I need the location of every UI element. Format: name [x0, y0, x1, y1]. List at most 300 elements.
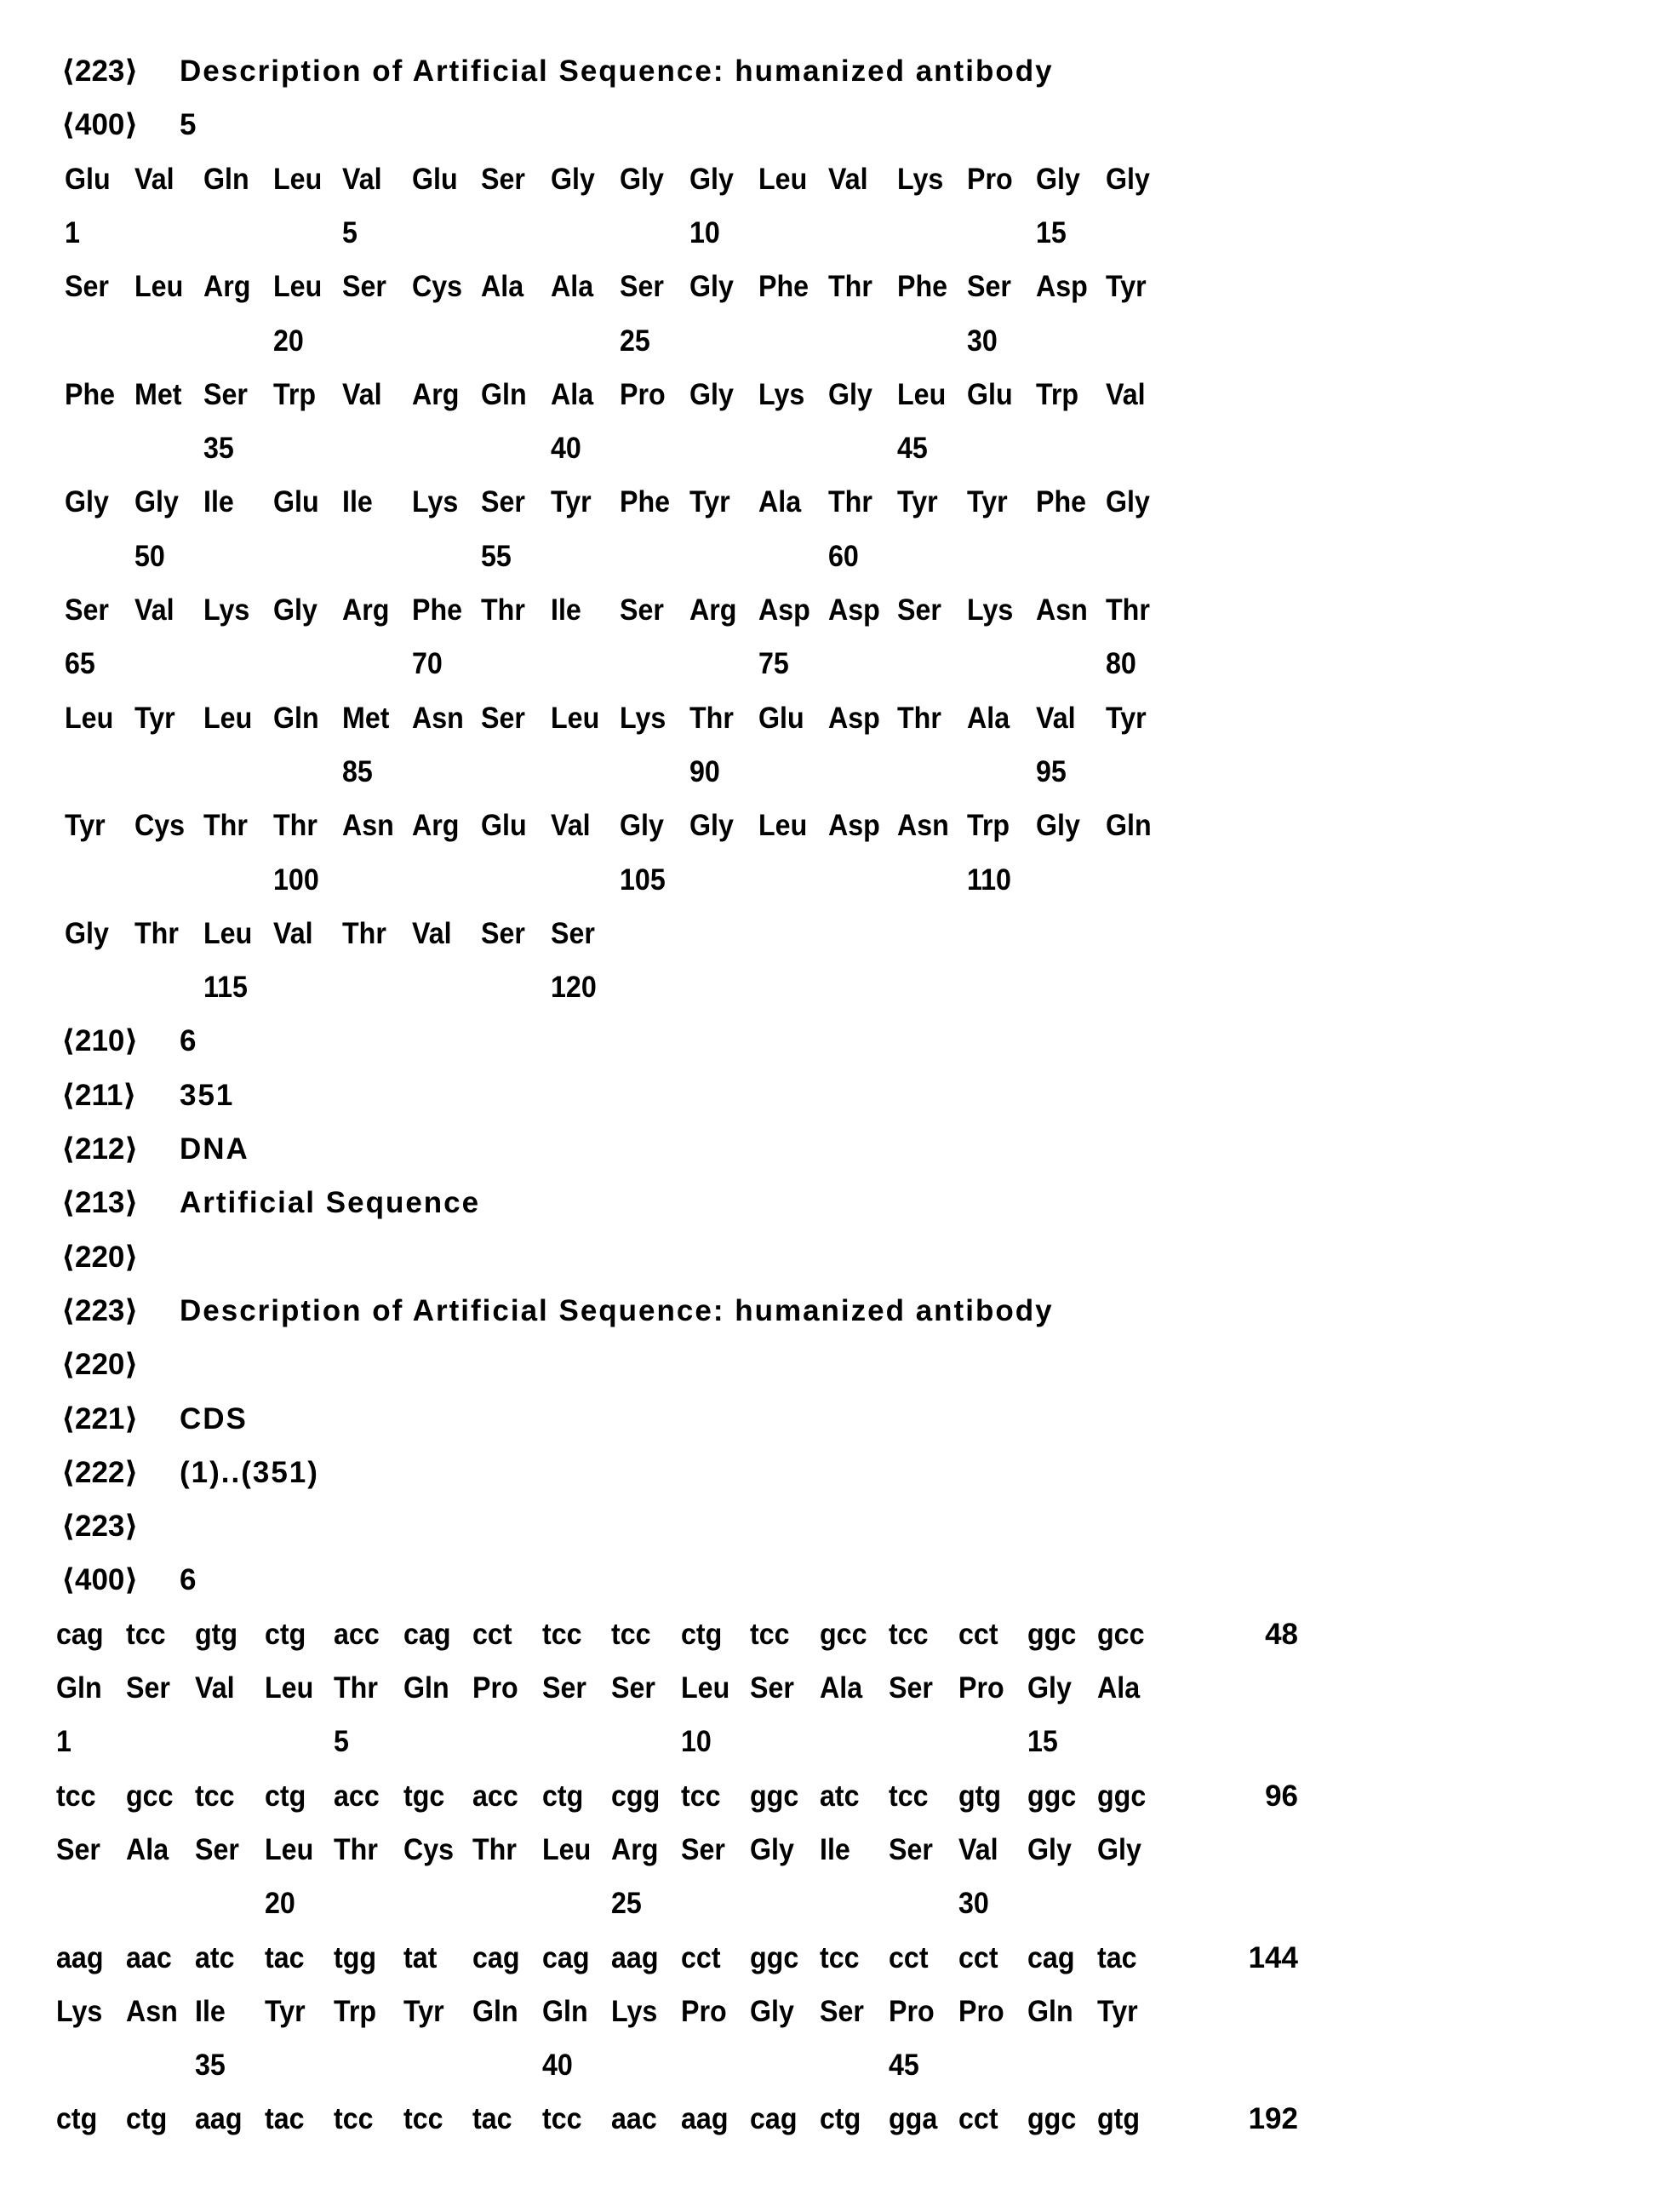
sequence-token: Glu — [481, 799, 527, 852]
sequence-token: ggc — [1027, 1769, 1076, 1823]
sequence-token: Val — [273, 907, 313, 960]
field-line — [0, 1230, 1659, 1284]
field-line — [0, 1446, 1659, 1499]
sequence-token: Ile — [820, 1823, 850, 1877]
sequence-token: Gly — [1036, 799, 1080, 852]
sequence-token: Tyr — [551, 475, 592, 529]
residue-number: 95 — [1036, 745, 1067, 799]
sequence-token: Asp — [828, 691, 880, 745]
sequence-token: Leu — [265, 1661, 313, 1715]
sequence-token: Ser — [967, 260, 1011, 313]
sequence-token: Gly — [689, 260, 734, 313]
sequence-token: Thr — [689, 691, 734, 745]
sequence-line — [0, 583, 1659, 637]
sequence-token: ctg — [820, 2092, 861, 2146]
sequence-token: Gly — [1027, 1823, 1072, 1877]
sequence-token: gtg — [1097, 2092, 1140, 2146]
sequence-token: Phe — [412, 583, 462, 637]
sequence-token: aag — [195, 2092, 242, 2146]
sequence-token: Tyr — [1106, 260, 1147, 313]
field-line — [0, 1392, 1659, 1446]
sequence-token: cag — [1027, 1931, 1074, 1985]
sequence-token: Trp — [967, 799, 1010, 852]
residue-number: 60 — [828, 530, 859, 583]
sequence-token: Ala — [1097, 1661, 1140, 1715]
sequence-token: tcc — [195, 1769, 235, 1823]
sequence-token: Tyr — [65, 799, 106, 852]
residue-number: 1 — [56, 1715, 72, 1768]
sequence-token: Thr — [481, 583, 525, 637]
sequence-token: Asn — [126, 1985, 178, 2038]
sequence-line — [0, 368, 1659, 421]
sequence-token: Tyr — [897, 475, 938, 529]
sequence-token: Ser — [897, 583, 941, 637]
sequence-token: tcc — [681, 1769, 721, 1823]
nucleotide-count: 144 — [1196, 1931, 1298, 1985]
sequence-token: Val — [412, 907, 452, 960]
sequence-token: Leu — [551, 691, 599, 745]
residue-number: 45 — [897, 421, 928, 475]
sequence-token: cct — [681, 1931, 721, 1985]
sequence-token: Ile — [551, 583, 581, 637]
sequence-token: Gly — [551, 152, 595, 206]
sequence-line — [0, 1769, 1659, 1823]
sequence-token: ggc — [750, 1769, 798, 1823]
sequence-token: Phe — [1036, 475, 1086, 529]
residue-number: 5 — [342, 206, 358, 260]
sequence-line — [0, 260, 1659, 313]
residue-number: 75 — [758, 637, 789, 691]
sequence-token: Pro — [472, 1661, 518, 1715]
sequence-token: Lys — [758, 368, 804, 421]
sequence-token: tcc — [334, 2092, 374, 2146]
field-tag: ⟨400⟩ — [61, 1553, 138, 1607]
sequence-token: Ser — [620, 583, 664, 637]
sequence-token: Leu — [65, 691, 113, 745]
sequence-token: Thr — [472, 1823, 517, 1877]
sequence-token: Pro — [958, 1661, 1004, 1715]
sequence-line — [0, 1877, 1659, 1930]
sequence-token: atc — [820, 1769, 860, 1823]
sequence-token: Ile — [203, 475, 234, 529]
field-line — [0, 1176, 1659, 1229]
sequence-token: Phe — [758, 260, 809, 313]
sequence-line — [0, 2092, 1659, 2146]
nucleotide-count: 48 — [1196, 1607, 1298, 1661]
sequence-token: Gly — [1106, 152, 1150, 206]
sequence-token: Gly — [689, 152, 734, 206]
sequence-token: Cys — [412, 260, 462, 313]
sequence-token: Ser — [611, 1661, 655, 1715]
sequence-token: Ser — [481, 907, 525, 960]
sequence-token: Ser — [750, 1661, 794, 1715]
sequence-token: aag — [611, 1931, 658, 1985]
residue-number: 20 — [273, 314, 304, 368]
sequence-token: Gly — [273, 583, 317, 637]
sequence-token: Asn — [1036, 583, 1088, 637]
sequence-token: cgg — [611, 1769, 660, 1823]
sequence-token: Asp — [758, 583, 810, 637]
field-tag: ⟨223⟩ — [61, 44, 138, 98]
sequence-token: aac — [611, 2092, 657, 2146]
sequence-token: Thr — [828, 260, 872, 313]
sequence-token: Ala — [758, 475, 801, 529]
sequence-line — [0, 1661, 1659, 1715]
field-line — [0, 1553, 1659, 1607]
sequence-token: ctg — [56, 2092, 97, 2146]
sequence-line — [0, 637, 1659, 691]
sequence-token: Gln — [1027, 1985, 1073, 2038]
residue-number: 120 — [551, 960, 597, 1014]
sequence-token: Ser — [126, 1661, 170, 1715]
sequence-line — [0, 1823, 1659, 1877]
residue-number: 1 — [65, 206, 80, 260]
sequence-token: Gly — [620, 152, 664, 206]
sequence-token: Val — [134, 152, 174, 206]
sequence-token: cag — [472, 1931, 519, 1985]
sequence-token: Asp — [828, 583, 880, 637]
sequence-token: tcc — [820, 1931, 860, 1985]
sequence-token: Pro — [620, 368, 666, 421]
residue-number: 110 — [967, 853, 1011, 907]
sequence-token: tcc — [889, 1769, 929, 1823]
sequence-token: ctg — [126, 2092, 167, 2146]
sequence-token: Tyr — [134, 691, 175, 745]
residue-number: 45 — [889, 2038, 919, 2092]
residue-number: 115 — [203, 960, 248, 1014]
field-tag: ⟨400⟩ — [61, 98, 138, 152]
field-value: Artificial Sequence — [180, 1176, 480, 1229]
sequence-token: Arg — [689, 583, 736, 637]
sequence-token: acc — [334, 1769, 380, 1823]
sequence-token: gcc — [1097, 1607, 1144, 1661]
sequence-token: cag — [750, 2092, 797, 2146]
sequence-token: cag — [403, 1607, 450, 1661]
sequence-token: Val — [828, 152, 868, 206]
sequence-token: gcc — [820, 1607, 867, 1661]
sequence-token: gga — [889, 2092, 937, 2146]
sequence-token: tgc — [403, 1769, 444, 1823]
sequence-token: Gly — [689, 368, 734, 421]
sequence-token: Thr — [203, 799, 248, 852]
sequence-token: Gln — [203, 152, 249, 206]
sequence-token: Ser — [342, 260, 386, 313]
residue-number: 40 — [551, 421, 581, 475]
residue-number: 25 — [620, 314, 650, 368]
sequence-token: Ser — [56, 1823, 100, 1877]
residue-number: 65 — [65, 637, 95, 691]
sequence-token: Ser — [481, 152, 525, 206]
sequence-token: cct — [472, 1607, 512, 1661]
sequence-token: Met — [134, 368, 181, 421]
sequence-token: Leu — [203, 691, 252, 745]
sequence-line — [0, 314, 1659, 368]
sequence-token: Tyr — [1106, 691, 1147, 745]
sequence-token: Thr — [273, 799, 317, 852]
sequence-line — [0, 907, 1659, 960]
sequence-token: Lys — [56, 1985, 102, 2038]
residue-number: 50 — [134, 530, 165, 583]
sequence-token: tac — [265, 1931, 305, 1985]
sequence-token: Glu — [967, 368, 1013, 421]
sequence-token: Asp — [1036, 260, 1088, 313]
sequence-token: Pro — [681, 1985, 727, 2038]
sequence-token: Glu — [758, 691, 804, 745]
sequence-token: Glu — [273, 475, 319, 529]
sequence-token: aac — [126, 1931, 172, 1985]
sequence-token: Ser — [620, 260, 664, 313]
sequence-token: ctg — [265, 1769, 306, 1823]
residue-number: 105 — [620, 853, 666, 907]
sequence-token: Thr — [828, 475, 872, 529]
sequence-token: Pro — [967, 152, 1013, 206]
sequence-token: Gly — [1097, 1823, 1141, 1877]
sequence-token: Leu — [273, 152, 322, 206]
sequence-token: Val — [134, 583, 174, 637]
sequence-token: Gly — [1106, 475, 1150, 529]
sequence-line — [0, 1985, 1659, 2038]
sequence-token: ggc — [1097, 1769, 1146, 1823]
residue-number: 30 — [958, 1877, 989, 1930]
sequence-token: Gln — [472, 1985, 518, 2038]
sequence-token: Trp — [334, 1985, 376, 2038]
sequence-token: Arg — [611, 1823, 658, 1877]
sequence-token: Lys — [620, 691, 666, 745]
sequence-token: Ala — [551, 260, 593, 313]
sequence-token: tat — [403, 1931, 437, 1985]
sequence-token: Ser — [481, 475, 525, 529]
sequence-token: tcc — [56, 1769, 96, 1823]
sequence-token: Lys — [967, 583, 1013, 637]
residue-number: 70 — [412, 637, 443, 691]
residue-number: 100 — [273, 853, 319, 907]
sequence-token: cag — [542, 1931, 589, 1985]
sequence-token: Tyr — [403, 1985, 444, 2038]
sequence-token: tcc — [403, 2092, 443, 2146]
field-value: 6 — [180, 1014, 197, 1068]
sequence-token: ggc — [1027, 2092, 1076, 2146]
sequence-token: Ile — [195, 1985, 226, 2038]
sequence-token: Val — [195, 1661, 235, 1715]
sequence-token: Val — [1036, 691, 1076, 745]
field-line — [0, 44, 1659, 98]
sequence-token: tcc — [750, 1607, 790, 1661]
field-tag: ⟨221⟩ — [61, 1392, 138, 1446]
sequence-line — [0, 1931, 1659, 1985]
residue-number: 40 — [542, 2038, 573, 2092]
sequence-line — [0, 206, 1659, 260]
sequence-token: Gly — [1027, 1661, 1072, 1715]
residue-number: 80 — [1106, 637, 1136, 691]
nucleotide-count: 192 — [1196, 2092, 1298, 2146]
sequence-token: Glu — [65, 152, 111, 206]
sequence-token: Ala — [820, 1661, 862, 1715]
sequence-token: Ser — [889, 1823, 933, 1877]
sequence-token: ggc — [1027, 1607, 1076, 1661]
field-value: 351 — [180, 1069, 234, 1122]
sequence-token: tcc — [611, 1607, 651, 1661]
sequence-token: Lys — [412, 475, 458, 529]
sequence-token: Glu — [412, 152, 458, 206]
sequence-token: Ser — [551, 907, 595, 960]
field-line — [0, 1122, 1659, 1176]
sequence-token: Arg — [412, 799, 459, 852]
sequence-token: Ser — [65, 260, 109, 313]
sequence-token: Cys — [134, 799, 185, 852]
sequence-token: tac — [1097, 1931, 1137, 1985]
field-line — [0, 1069, 1659, 1122]
sequence-token: aag — [56, 1931, 103, 1985]
sequence-token: Tyr — [967, 475, 1008, 529]
sequence-line — [0, 475, 1659, 529]
sequence-token: Ala — [126, 1823, 169, 1877]
sequence-token: cct — [958, 1931, 998, 1985]
field-value: CDS — [180, 1392, 248, 1446]
sequence-token: Thr — [897, 691, 941, 745]
residue-number: 20 — [265, 1877, 295, 1930]
sequence-token: Leu — [758, 152, 807, 206]
sequence-token: tcc — [126, 1607, 166, 1661]
sequence-token: Val — [342, 368, 382, 421]
sequence-token: Gly — [750, 1823, 794, 1877]
sequence-token: Tyr — [689, 475, 730, 529]
field-tag: ⟨223⟩ — [61, 1284, 138, 1338]
sequence-token: Thr — [342, 907, 386, 960]
field-line — [0, 1499, 1659, 1553]
residue-number: 90 — [689, 745, 720, 799]
residue-number: 35 — [195, 2038, 226, 2092]
sequence-token: acc — [472, 1769, 518, 1823]
sequence-token: Leu — [134, 260, 183, 313]
sequence-token: Gln — [542, 1985, 588, 2038]
field-value: Description of Artificial Sequence: humanized antibody — [180, 1284, 1054, 1338]
field-tag: ⟨220⟩ — [61, 1338, 138, 1391]
sequence-token: Thr — [334, 1823, 378, 1877]
sequence-token: Val — [1106, 368, 1146, 421]
sequence-line — [0, 1715, 1659, 1768]
sequence-token: aag — [681, 2092, 728, 2146]
sequence-token: Ser — [820, 1985, 864, 2038]
sequence-token: Ser — [681, 1823, 725, 1877]
residue-number: 85 — [342, 745, 373, 799]
sequence-line — [0, 691, 1659, 745]
sequence-token: Arg — [342, 583, 389, 637]
residue-number: 35 — [203, 421, 234, 475]
residue-number: 25 — [611, 1877, 642, 1930]
sequence-token: Gln — [403, 1661, 449, 1715]
sequence-token: Gln — [273, 691, 319, 745]
sequence-token: tac — [265, 2092, 305, 2146]
sequence-token: Gly — [65, 907, 109, 960]
residue-number: 10 — [681, 1715, 712, 1768]
sequence-token: Phe — [65, 368, 115, 421]
sequence-token: Leu — [681, 1661, 729, 1715]
sequence-token: cct — [889, 1931, 929, 1985]
sequence-line — [0, 530, 1659, 583]
field-tag: ⟨223⟩ — [61, 1499, 138, 1553]
sequence-token: Ser — [65, 583, 109, 637]
sequence-token: Ser — [542, 1661, 586, 1715]
sequence-line — [0, 152, 1659, 206]
sequence-token: Pro — [889, 1985, 935, 2038]
residue-number: 30 — [967, 314, 998, 368]
sequence-token: ctg — [542, 1769, 583, 1823]
sequence-token: Asn — [897, 799, 949, 852]
sequence-token: Gln — [56, 1661, 102, 1715]
sequence-token: Trp — [1036, 368, 1078, 421]
sequence-line — [0, 421, 1659, 475]
field-tag: ⟨212⟩ — [61, 1122, 138, 1176]
sequence-token: Lys — [897, 152, 943, 206]
sequence-token: Gly — [620, 799, 664, 852]
sequence-token: Thr — [334, 1661, 378, 1715]
sequence-token: Phe — [897, 260, 947, 313]
field-value: (1)..(351) — [180, 1446, 319, 1499]
sequence-token: cct — [958, 1607, 998, 1661]
sequence-token: Lys — [203, 583, 249, 637]
sequence-token: Tyr — [265, 1985, 306, 2038]
sequence-token: Gly — [1036, 152, 1080, 206]
sequence-line — [0, 745, 1659, 799]
sequence-token: Tyr — [1097, 1985, 1138, 2038]
field-tag: ⟨222⟩ — [61, 1446, 138, 1499]
field-value: DNA — [180, 1122, 249, 1176]
residue-number: 10 — [689, 206, 720, 260]
field-tag: ⟨210⟩ — [61, 1014, 138, 1068]
sequence-token: Leu — [897, 368, 946, 421]
sequence-line — [0, 853, 1659, 907]
sequence-token: gtg — [958, 1769, 1001, 1823]
sequence-token: ctg — [681, 1607, 722, 1661]
field-value: Description of Artificial Sequence: humanized antibody — [180, 44, 1054, 98]
sequence-token: Met — [342, 691, 389, 745]
sequence-token: Leu — [758, 799, 807, 852]
sequence-token: Ser — [481, 691, 525, 745]
sequence-token: acc — [334, 1607, 380, 1661]
sequence-token: gcc — [126, 1769, 173, 1823]
sequence-token: Gly — [134, 475, 179, 529]
sequence-token: tcc — [542, 2092, 582, 2146]
sequence-token: Val — [551, 799, 591, 852]
sequence-token: Phe — [620, 475, 670, 529]
sequence-token: atc — [195, 1931, 235, 1985]
sequence-line — [0, 960, 1659, 1014]
sequence-token: Gly — [689, 799, 734, 852]
residue-number: 55 — [481, 530, 512, 583]
field-tag: ⟨220⟩ — [61, 1230, 138, 1284]
sequence-token: Ser — [203, 368, 248, 421]
sequence-line — [0, 799, 1659, 852]
sequence-token: Asn — [342, 799, 394, 852]
sequence-token: tcc — [542, 1607, 582, 1661]
sequence-token: tcc — [889, 1607, 929, 1661]
sequence-token: Thr — [1106, 583, 1150, 637]
field-line — [0, 98, 1659, 152]
sequence-token: Gln — [1106, 799, 1152, 852]
sequence-token: Gly — [750, 1985, 794, 2038]
sequence-token: Ile — [342, 475, 373, 529]
sequence-token: tac — [472, 2092, 512, 2146]
field-value: 5 — [180, 98, 197, 152]
sequence-token: Ala — [551, 368, 593, 421]
sequence-token: Ser — [889, 1661, 933, 1715]
field-tag: ⟨211⟩ — [61, 1069, 136, 1122]
sequence-token: Gly — [65, 475, 109, 529]
sequence-token: Leu — [265, 1823, 313, 1877]
residue-number: 15 — [1036, 206, 1067, 260]
sequence-token: gtg — [195, 1607, 237, 1661]
residue-number: 5 — [334, 1715, 349, 1768]
